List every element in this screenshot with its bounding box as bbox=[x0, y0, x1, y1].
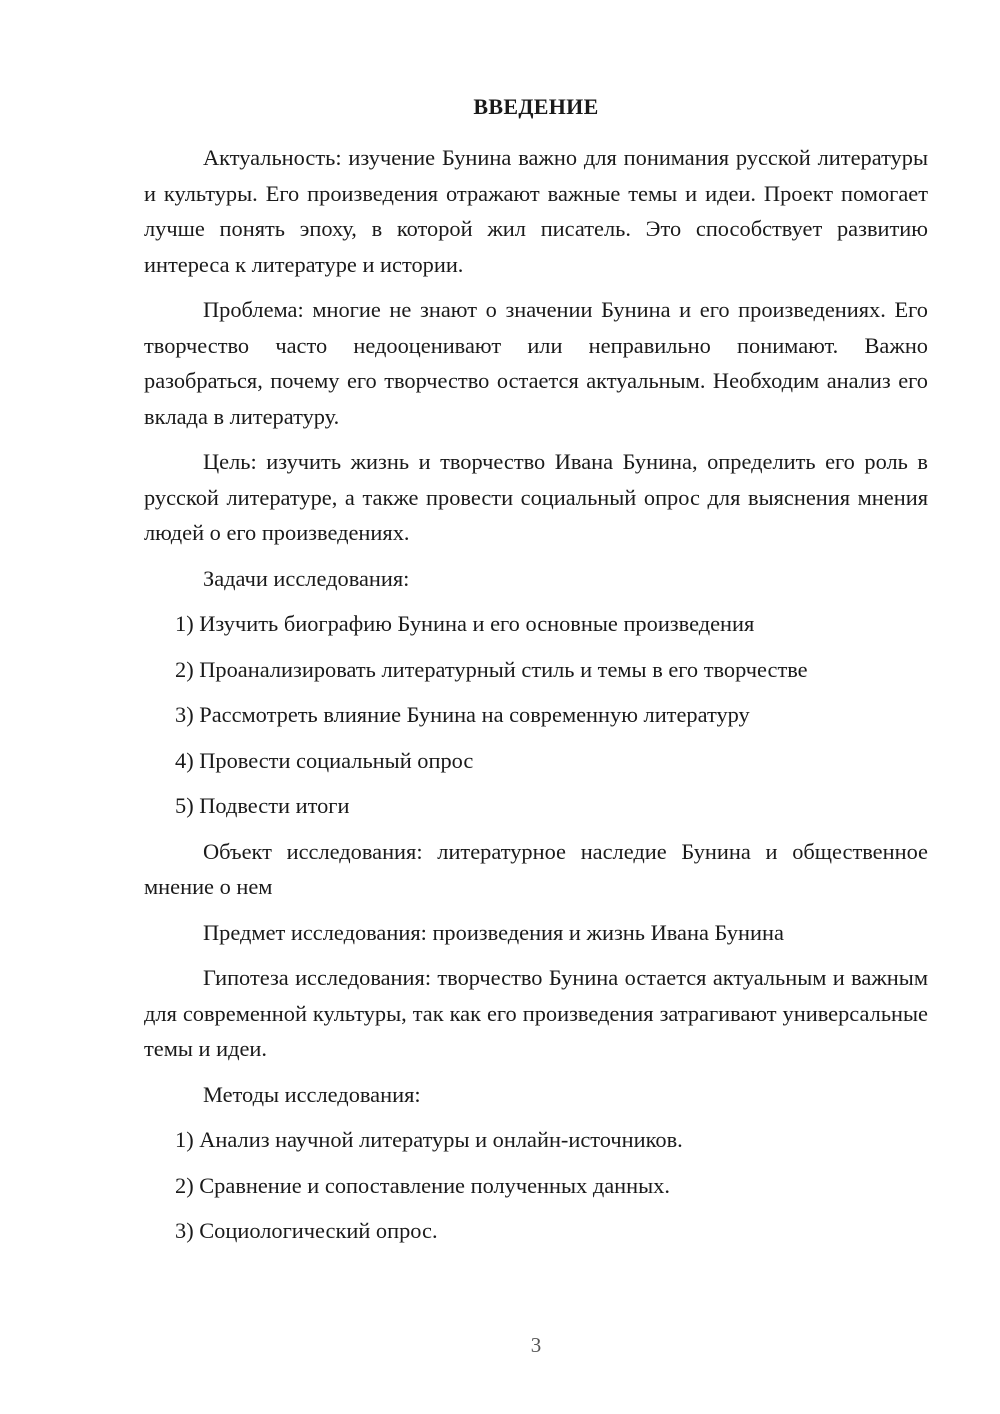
page-number: 3 bbox=[530, 1333, 542, 1357]
list-item: 2) Сравнение и сопоставление полученных данных. bbox=[175, 1172, 670, 1198]
goal-paragraph: Цель: изучить жизнь и творчество Ивана Бунина, определить его роль в русской литературе, а также провести социальный опрос для выяснения мнения людей о его произведениях. bbox=[144, 449, 928, 545]
subject-paragraph: Предмет исследования: произведения и жизнь Ивана Бунина bbox=[203, 919, 784, 945]
hypothesis-paragraph: Гипотеза исследования: творчество Бунина остается актуальным и важным для современной культуры, так как его произведения затрагивают универсальные темы и идеи. bbox=[144, 965, 928, 1061]
list-item: 2) Проанализировать литературный стиль и темы в его творчестве bbox=[175, 656, 808, 682]
body-text bbox=[144, 140, 928, 1259]
list-item: 5) Подвести итоги bbox=[175, 793, 350, 818]
list-item: 3) Социологический опрос. bbox=[175, 1218, 438, 1243]
tasks-heading: Задачи исследования: bbox=[203, 565, 410, 591]
list-item: 1) Анализ научной литературы и онлайн-источников. bbox=[175, 1127, 683, 1152]
relevance-paragraph: Актуальность: изучение Бунина важно для понимания русской литературы и культуры. Его произведения отражают важные темы и идеи. Проект помогает лучше понять эпоху, в которой жил писатель. Это способствует развитию интереса к литературе и истории. bbox=[144, 145, 928, 277]
tasks-list bbox=[144, 606, 928, 824]
problem-paragraph: Проблема: многие не знают о значении Бунина и его произведениях. Его творчество часто недооценивают или неправильно понимают. Важно разобраться, почему его творчество остается актуальным. Необходим анализ его вклада в литературу. bbox=[144, 297, 928, 429]
page-title: ВВЕДЕНИЕ bbox=[473, 94, 599, 119]
list-item: 4) Провести социальный опрос bbox=[175, 747, 474, 773]
list-item: 1) Изучить биографию Бунина и его основные произведения bbox=[175, 611, 755, 636]
list-item: 3) Рассмотреть влияние Бунина на современную литературу bbox=[175, 702, 750, 727]
methods-list bbox=[144, 1122, 928, 1249]
methods-heading: Методы исследования: bbox=[203, 1081, 421, 1107]
object-paragraph: Объект исследования: литературное наследие Бунина и общественное мнение о нем bbox=[144, 838, 928, 899]
